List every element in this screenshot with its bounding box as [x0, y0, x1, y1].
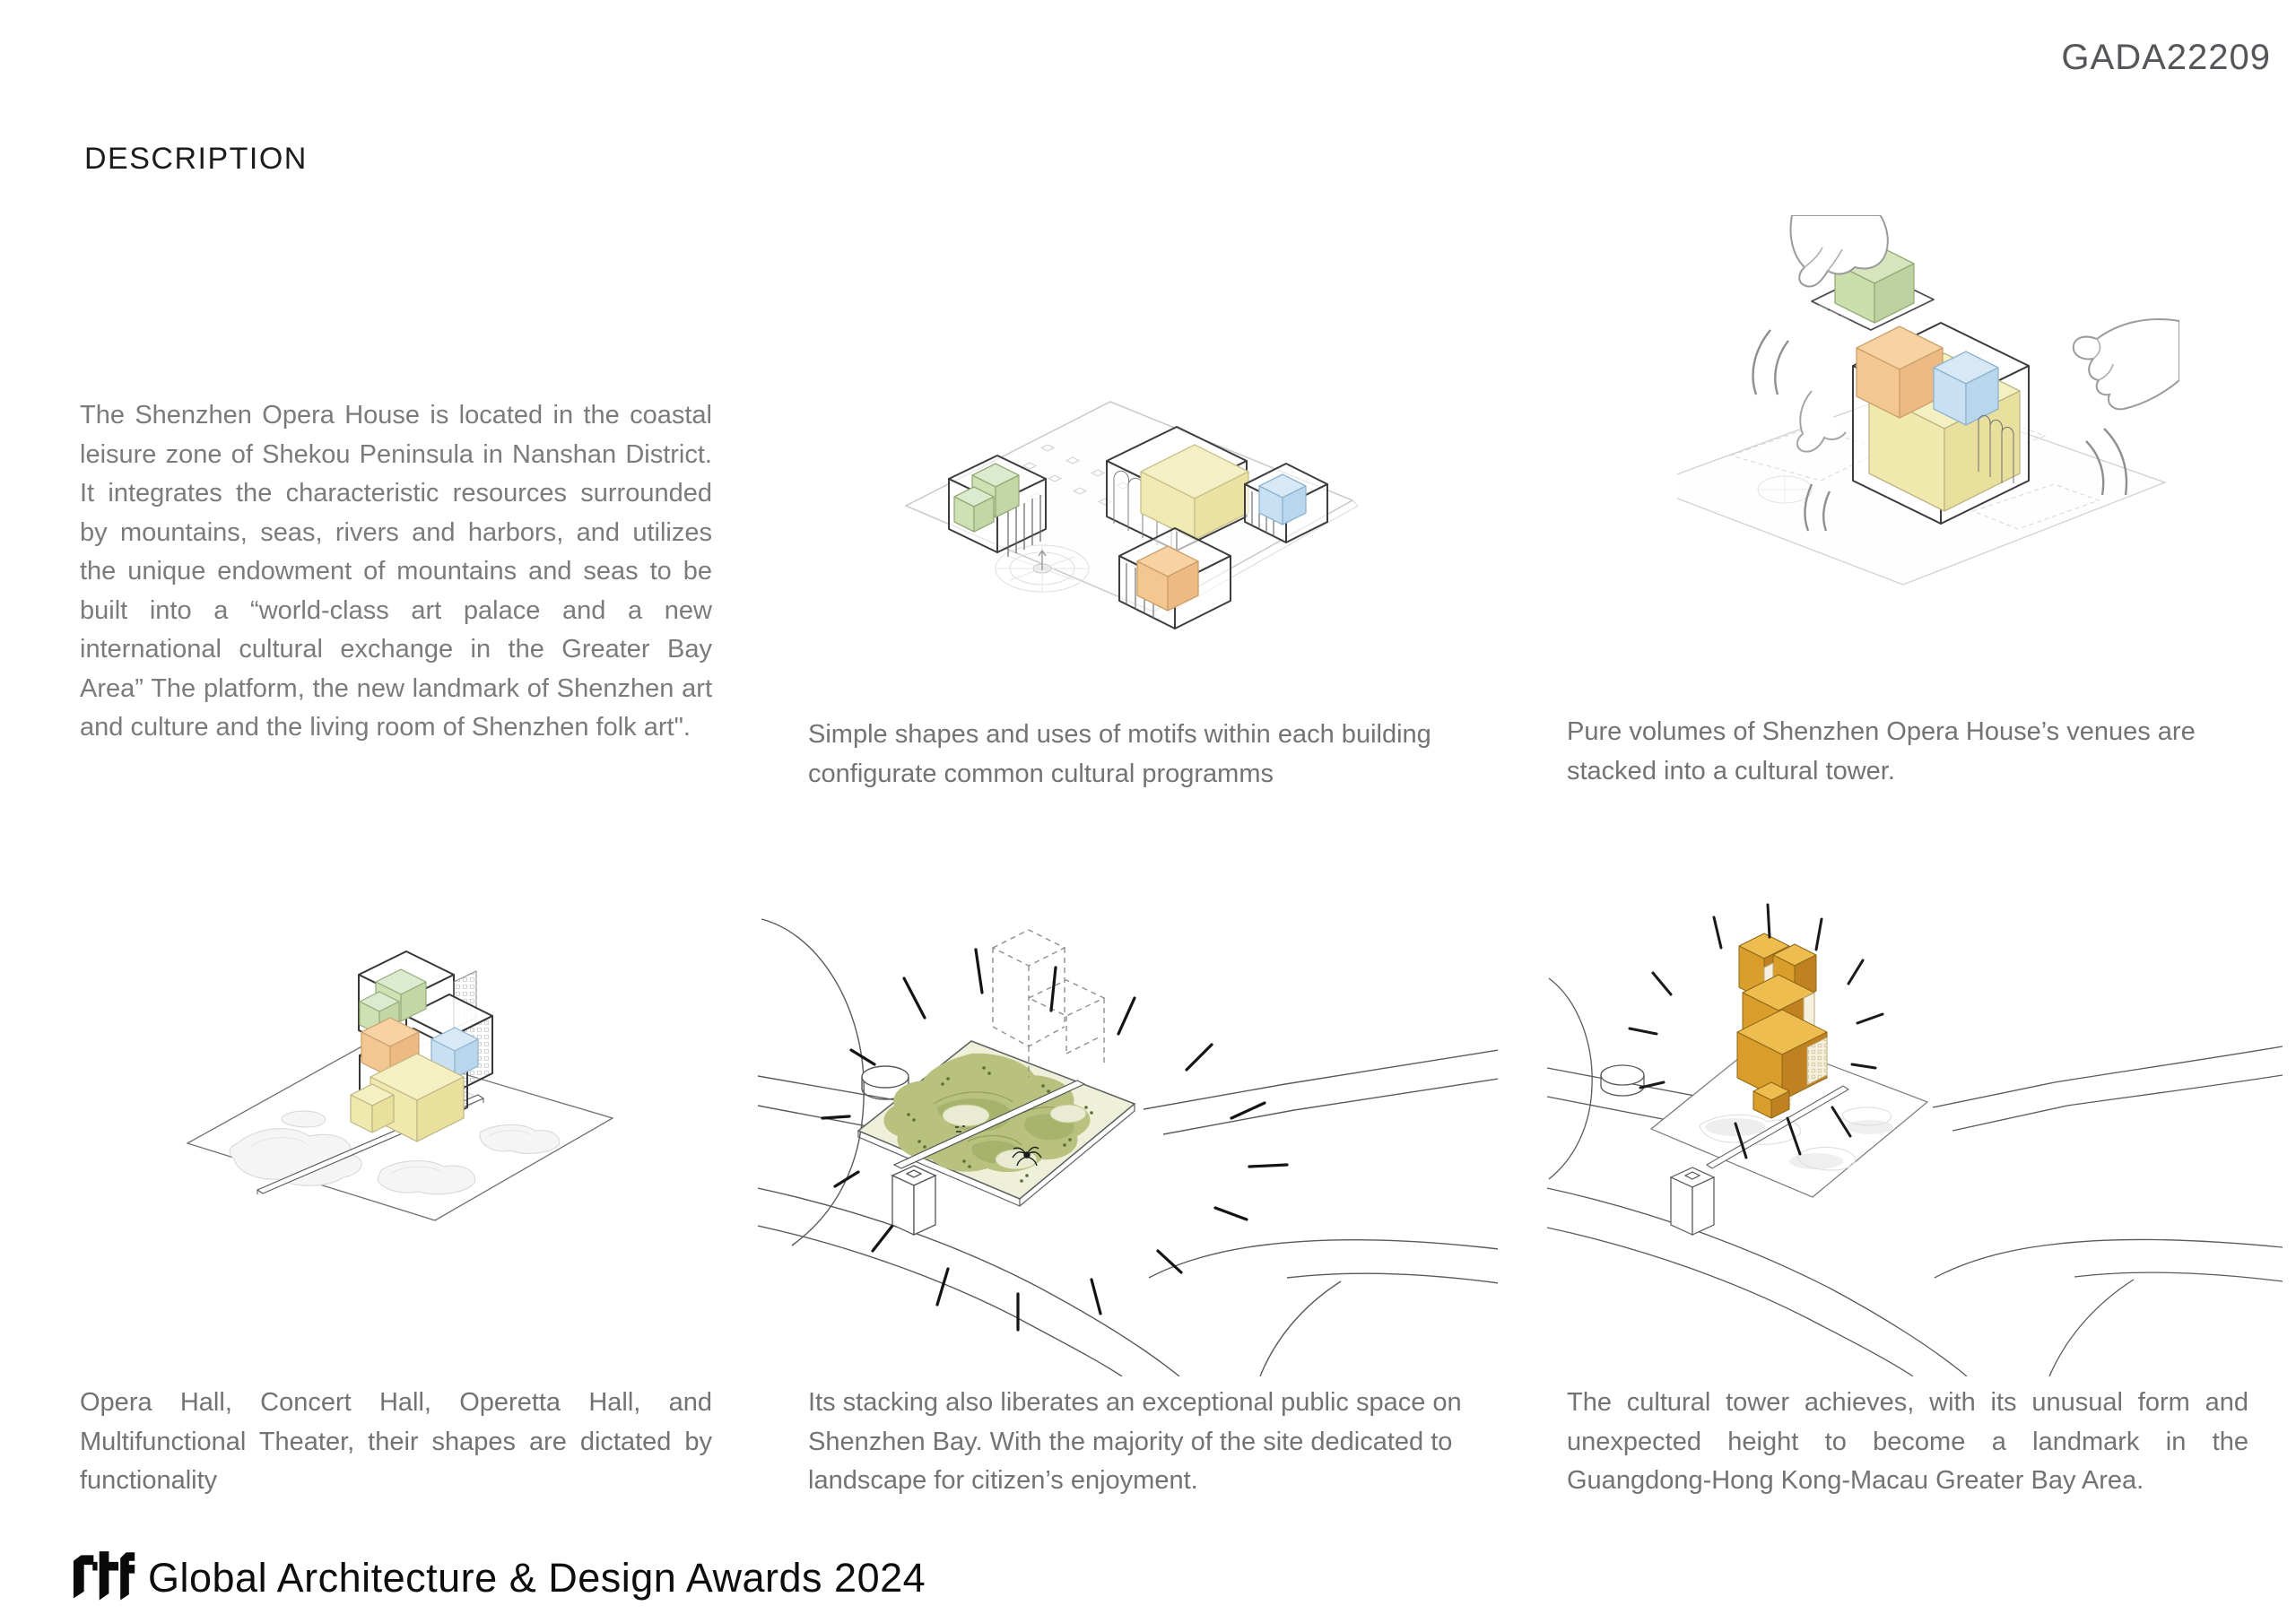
road-network — [758, 919, 1498, 1376]
diagram-tower-halls — [175, 919, 646, 1358]
road-network — [1547, 978, 2283, 1376]
panel-caption-halls: Opera Hall, Concert Hall, Operetta Hall, and Multifunctional Theater, their shapes are dictated by functionality — [80, 1388, 712, 1495]
section-title: DESCRIPTION — [84, 142, 308, 176]
box-building — [1671, 1167, 1714, 1235]
box-building — [892, 1166, 935, 1235]
submission-code: GADA22209 — [2061, 38, 2271, 77]
fountain-plaza — [996, 545, 1089, 592]
panel-caption-stacking: Pure volumes of Shenzhen Opera House’s venues are stacked into a cultural tower. — [1567, 717, 2196, 785]
diagram-stacking-volumes — [1677, 215, 2179, 704]
diagram-landmark-tower — [1547, 892, 2283, 1376]
ghost-tower — [993, 930, 1104, 1077]
cylinder-building — [1601, 1065, 1644, 1096]
hand-right-icon — [2074, 319, 2179, 409]
panel-caption-motifs: Simple shapes and uses of motifs within each building configurate common cultural programms — [808, 720, 1431, 788]
description-paragraph: The Shenzhen Opera House is located in the coastal leisure zone of Shekou Peninsula in Nanshan District. It integrates the characteristic resources surrounded by mountains, seas, rivers and harbors, and utilizes the unique endowment of mountains and seas to be built into a “world-class art palace and a new international cultural exchange in the Greater Bay Area” The platform, the new landmark of Shenzhen art and culture and the living room of Shenzhen folk art". — [80, 401, 712, 742]
diagram-building-motifs — [897, 393, 1363, 716]
footer — [71, 1549, 926, 1607]
diagram-public-space — [758, 892, 1498, 1376]
panel-caption-public-space: Its stacking also liberates an exceptional public space on Shenzhen Bay. With the majority of the site dedicated to landscape for citizen’s enjoyment. — [808, 1388, 1462, 1495]
award-title: Global Architecture & Design Awards 2024 — [148, 1555, 926, 1601]
panel-caption-landmark: The cultural tower achieves, with its unusual form and unexpected height to become a landmark in the Guangdong-Hong Kong-Macau Greater Bay Area. — [1567, 1388, 2248, 1495]
stacked-volumes — [1853, 323, 2029, 524]
rtf-logo-icon — [71, 1549, 135, 1607]
